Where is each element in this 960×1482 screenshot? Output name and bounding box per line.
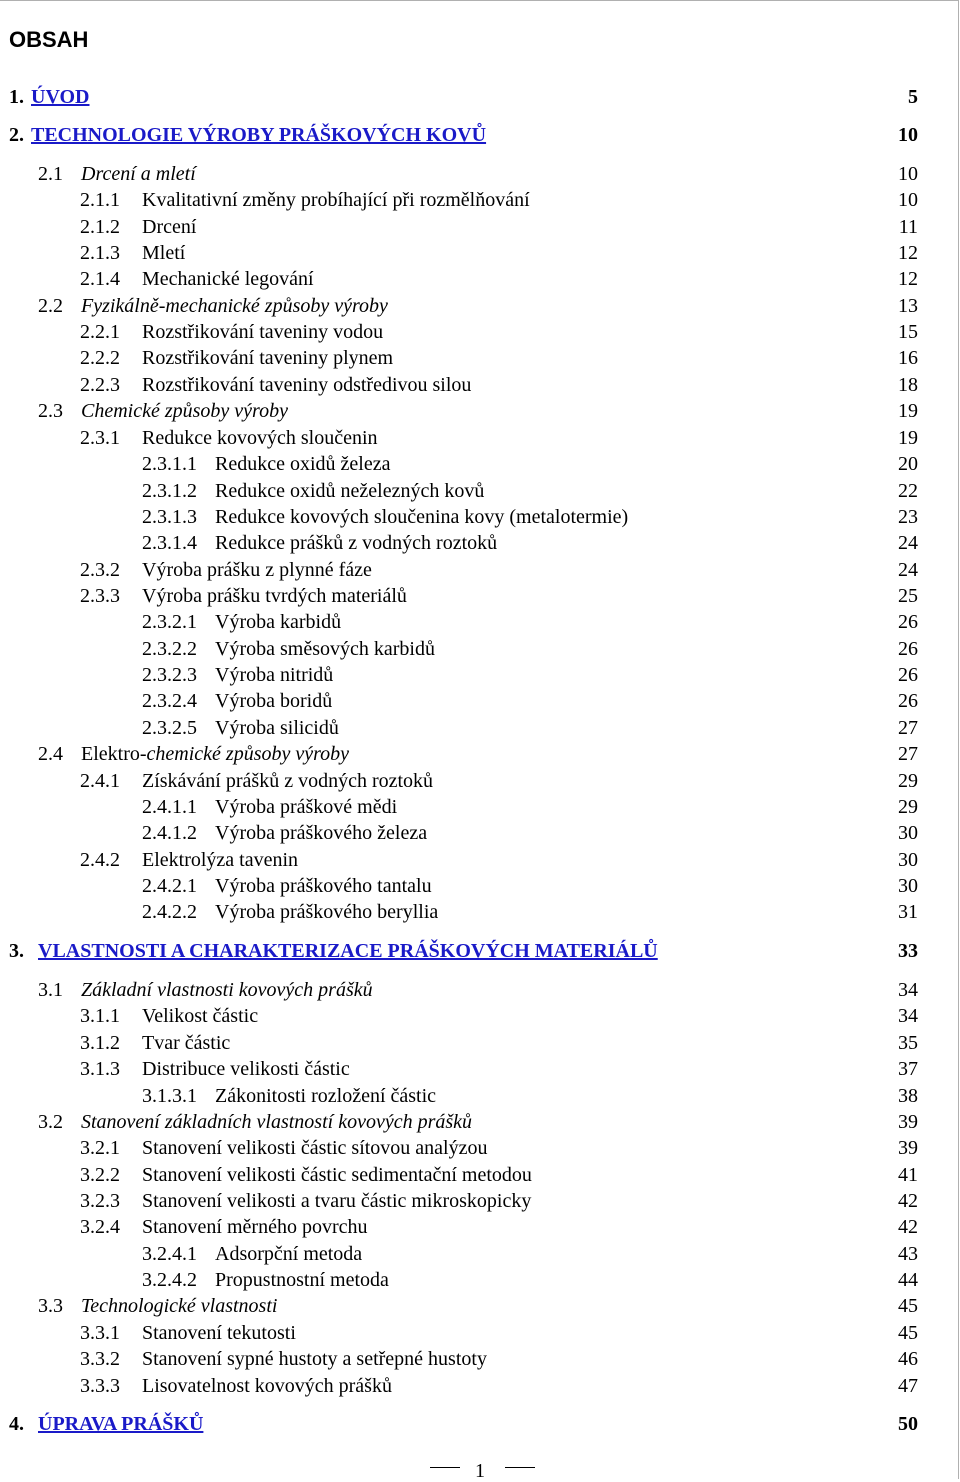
toc-entry-number: 3.2.4.1 [142,1243,197,1265]
toc-entry [0,451,960,477]
toc-entry [0,187,960,213]
toc-entry [0,478,960,504]
toc-entry [0,768,960,794]
toc-entry-page: 26 [898,611,918,633]
toc-entry-page: 30 [898,849,918,871]
toc-entry-title: Redukce kovových sloučenina kovy (metalotermie) [215,506,629,528]
toc-entry [0,266,960,292]
toc-entry-title: Propustnostní metoda [215,1269,389,1291]
toc-entry-page: 29 [898,796,918,818]
toc-entry-title: Rozstřikování taveniny plynem [142,347,394,369]
toc-entry-page: 42 [898,1216,918,1238]
toc-entry-page: 10 [898,163,918,185]
toc-entry [0,1293,960,1319]
toc-entry-title: Zákonitosti rozložení částic [215,1085,437,1107]
toc-entry-number: 1. [9,86,24,108]
toc-entry[interactable] [0,122,960,148]
toc-entry-number: 2.4 [38,743,63,765]
toc-entry-title: Výroba prášku tvrdých materiálů [142,585,407,607]
toc-entry-number: 3.1.3.1 [142,1085,197,1107]
toc-entry [0,240,960,266]
toc-entry-page: 41 [898,1164,918,1186]
toc-entry-number: 3.2.1 [80,1137,120,1159]
toc-entry-page: 47 [898,1375,918,1397]
toc-entry [0,557,960,583]
toc-entry-number: 2.1.2 [80,216,120,238]
toc-entry-link[interactable]: ÚVOD [31,86,90,108]
toc-entry [0,1241,960,1267]
toc-entry-title: Redukce oxidů neželezných kovů [215,480,485,502]
toc-entry-title-rest: chemické způsoby výroby [146,743,350,765]
toc-entry-title: Výroba směsových karbidů [215,638,435,660]
toc-entry-title: Stanovení velikosti a tvaru částic mikroskopicky [142,1190,532,1212]
toc-entry-number: 2.3.1.4 [142,532,197,554]
toc-entry [0,820,960,846]
toc-entry [0,1214,960,1240]
toc-entry-number: 3.2.2 [80,1164,120,1186]
toc-entry [0,1320,960,1346]
toc-entry[interactable] [0,938,960,964]
toc-entry-title: Rozstřikování taveniny vodou [142,321,384,343]
toc-entry [0,1109,960,1135]
toc-entry-title: Výroba práškové mědi [215,796,398,818]
toc-entry-number: 2.2 [38,295,63,317]
toc-entry-title: Redukce kovových sloučenin [142,427,378,449]
toc-entry [0,345,960,371]
toc-entry-number: 2.3.2.1 [142,611,197,633]
toc-entry-title: Drcení a mletí [81,163,196,185]
toc-entry-title: Stanovení sypné hustoty a setřepné hustoty [142,1348,487,1370]
toc-entry-page: 10 [898,189,918,211]
toc-entry [0,662,960,688]
toc-entry [0,583,960,609]
toc-entry-title: Výroba silicidů [215,717,339,739]
toc-entry-number: 3.3.2 [80,1348,120,1370]
toc-entry-page: 34 [898,1005,918,1027]
toc-entry-page: 43 [898,1243,918,1265]
toc-entry [0,372,960,398]
toc-entry [0,319,960,345]
toc-entry-number: 3.3.1 [80,1322,120,1344]
toc-entry-number: 3.2.3 [80,1190,120,1212]
toc-entry-number: 2.3.1.3 [142,506,197,528]
toc-entry-page: 26 [898,690,918,712]
toc-entry [0,847,960,873]
toc-entry [0,899,960,925]
toc-entry [0,425,960,451]
toc-entry-number: 2.3.2.2 [142,638,197,660]
toc-entry-page: 11 [898,216,918,238]
toc-entry-title: Stanovení velikosti částic sítovou analýzou [142,1137,488,1159]
toc-entry-number: 3.2.4 [80,1216,120,1238]
toc-entry-title: Stanovení tekutosti [142,1322,296,1344]
toc-entry-number: 2.1.4 [80,268,120,290]
toc-entry-number: 2. [9,124,24,146]
toc-entry-title: Stanovení velikosti částic sedimentační metodou [142,1164,532,1186]
toc-entry-page: 37 [898,1058,918,1080]
toc-entry-title: Výroba boridů [215,690,333,712]
toc-entry-number: 3.1.3 [80,1058,120,1080]
page-number: 1 [475,1460,485,1482]
toc-entry [0,1373,960,1399]
toc-entry-page: 26 [898,638,918,660]
toc-entry-page: 24 [898,532,918,554]
toc-entry-page: 27 [898,717,918,739]
toc-entry-page: 45 [898,1295,918,1317]
toc-entry-title: Redukce oxidů železa [215,453,391,475]
toc-entry-title [81,741,349,767]
toc-entry-page: 15 [898,321,918,343]
toc-entry-title: Technologické vlastnosti [81,1295,278,1317]
toc-entry-number: 2.2.2 [80,347,120,369]
toc-entry-title: Mletí [142,242,186,264]
toc-entry-page: 44 [898,1269,918,1291]
toc-entry [0,1135,960,1161]
toc-entry-number: 4. [9,1413,24,1435]
toc-entry[interactable] [0,1411,960,1437]
toc-entry-number: 3.1.2 [80,1032,120,1054]
toc-entry [0,1056,960,1082]
toc-entry [0,161,960,187]
toc-entry-page: 30 [898,875,918,897]
toc-entry-title: Výroba práškového železa [215,822,428,844]
toc-entry [0,293,960,319]
toc-entry [0,504,960,530]
toc-entry [0,715,960,741]
toc-entry-page: 38 [898,1085,918,1107]
toc-entry-number: 2.3 [38,400,63,422]
toc-entry [0,214,960,240]
toc-entry-page: 30 [898,822,918,844]
toc-entry-number: 2.4.1 [80,770,120,792]
toc-entry-number: 2.3.3 [80,585,120,607]
toc-entry [0,873,960,899]
toc-entry-page: 39 [898,1137,918,1159]
toc-entry-title: Drcení [142,216,197,238]
toc-entry-page: 34 [898,979,918,1001]
toc-entry-title: Získávání prášků z vodných roztoků [142,770,434,792]
toc-entry [0,1083,960,1109]
toc-entry-page: 18 [898,374,918,396]
toc-entry-number: 2.1.3 [80,242,120,264]
toc-entry-page: 25 [898,585,918,607]
toc-entry-title: Adsorpční metoda [215,1243,363,1265]
toc-entry-number: 2.4.2 [80,849,120,871]
toc-entry-number: 2.4.2.1 [142,875,197,897]
toc-entry-title: Velikost částic [142,1005,259,1027]
toc-entry [0,1162,960,1188]
toc-entry-number: 2.3.2.5 [142,717,197,739]
toc-entry-number: 2.4.2.2 [142,901,197,923]
toc-entry-page: 33 [898,940,918,962]
toc-entry-number: 3.1.1 [80,1005,120,1027]
toc-entry-title: Redukce prášků z vodných roztoků [215,532,498,554]
toc-entry-link[interactable]: ÚPRAVA PRÁŠKŮ [38,1413,204,1435]
toc-entry-number: 2.1 [38,163,63,185]
toc-entry [0,398,960,424]
toc-entry-page: 50 [898,1413,918,1435]
toc-entry [0,1188,960,1214]
toc-entry-number: 2.4.1.1 [142,796,197,818]
toc-entry-number: 3.2 [38,1111,63,1133]
toc-entry-page: 46 [898,1348,918,1370]
toc-entry [0,609,960,635]
toc-entry-page: 19 [898,427,918,449]
toc-entry-title: Elektrolýza tavenin [142,849,299,871]
toc-entry-page: 20 [898,453,918,475]
toc-entry-page: 16 [898,347,918,369]
toc-entry-page: 24 [898,559,918,581]
toc-entry-title: Distribuce velikosti částic [142,1058,350,1080]
toc-entry-page: 26 [898,664,918,686]
toc-entry-page: 12 [898,268,918,290]
toc-entry-title: Výroba prášku z plynné fáze [142,559,372,581]
toc-entry-title: Rozstřikování taveniny odstředivou silou [142,374,472,396]
toc-entry [0,794,960,820]
toc-heading: OBSAH [9,27,89,52]
toc-entry-title: Tvar částic [142,1032,231,1054]
toc-entry-title: Stanovení základních vlastností kovových prášků [81,1111,473,1133]
toc-entry-number: 2.3.1 [80,427,120,449]
toc-entry[interactable] [0,84,960,110]
toc-entry [0,977,960,1003]
toc-entry-number: 2.3.2 [80,559,120,581]
toc-entry-number: 2.3.2.3 [142,664,197,686]
toc-entry-title: Fyzikálně-mechanické způsoby výroby [81,295,388,317]
toc-entry-number: 2.3.2.4 [142,690,197,712]
toc-entry-title: Lisovatelnost kovových prášků [142,1375,392,1397]
toc-entry [0,1346,960,1372]
toc-entry-page: 27 [898,743,918,765]
toc-entry [0,530,960,556]
toc-entry-page: 13 [898,295,918,317]
toc-entry-page: 23 [898,506,918,528]
toc-entry-page: 29 [898,770,918,792]
toc-entry-page: 19 [898,400,918,422]
toc-entry-page: 22 [898,480,918,502]
toc-entry-title: Základní vlastnosti kovových prášků [81,979,373,1001]
toc-entry [0,636,960,662]
toc-entry [0,688,960,714]
toc-entry-title-prefix: Elektro- [81,743,147,765]
toc-entry-title: Stanovení měrného povrchu [142,1216,368,1238]
toc-entry-title: Výroba práškového tantalu [215,875,432,897]
toc-entry-number: 3.1 [38,979,63,1001]
toc-entry-page: 39 [898,1111,918,1133]
toc-entry-page: 5 [908,86,918,108]
toc-entry-page: 31 [898,901,918,923]
toc-entry-page: 12 [898,242,918,264]
toc-entry-title: Mechanické legování [142,268,314,290]
toc-entry-title: Výroba karbidů [215,611,342,633]
toc-entry [0,1267,960,1293]
toc-entry-number: 2.4.1.2 [142,822,197,844]
toc-entry-number: 2.1.1 [80,189,120,211]
toc-entry-page: 35 [898,1032,918,1054]
toc-entry-page: 42 [898,1190,918,1212]
toc-entry [0,1003,960,1029]
toc-entry-title: Kvalitativní změny probíhající při rozmělňování [142,189,530,211]
toc-entry-link[interactable]: VLASTNOSTI A CHARAKTERIZACE PRÁŠKOVÝCH MATERIÁLŮ [38,940,658,962]
toc-entry-number: 3. [9,940,24,962]
toc-entry-number: 3.3.3 [80,1375,120,1397]
toc-entry-page: 10 [898,124,918,146]
toc-entry-number: 2.2.1 [80,321,120,343]
toc-entry [0,1030,960,1056]
toc-entry-number: 3.3 [38,1295,63,1317]
toc-entry [0,741,960,767]
toc-entry-page: 45 [898,1322,918,1344]
toc-entry-number: 2.3.1.1 [142,453,197,475]
toc-entry-number: 2.2.3 [80,374,120,396]
toc-entry-number: 2.3.1.2 [142,480,197,502]
toc-entry-link[interactable]: TECHNOLOGIE VÝROBY PRÁŠKOVÝCH KOVŮ [31,124,487,146]
toc-entry-title: Výroba práškového beryllia [215,901,439,923]
toc-entry-number: 3.2.4.2 [142,1269,197,1291]
toc-entry-title: Chemické způsoby výroby [81,400,288,422]
toc-entry-title: Výroba nitridů [215,664,334,686]
